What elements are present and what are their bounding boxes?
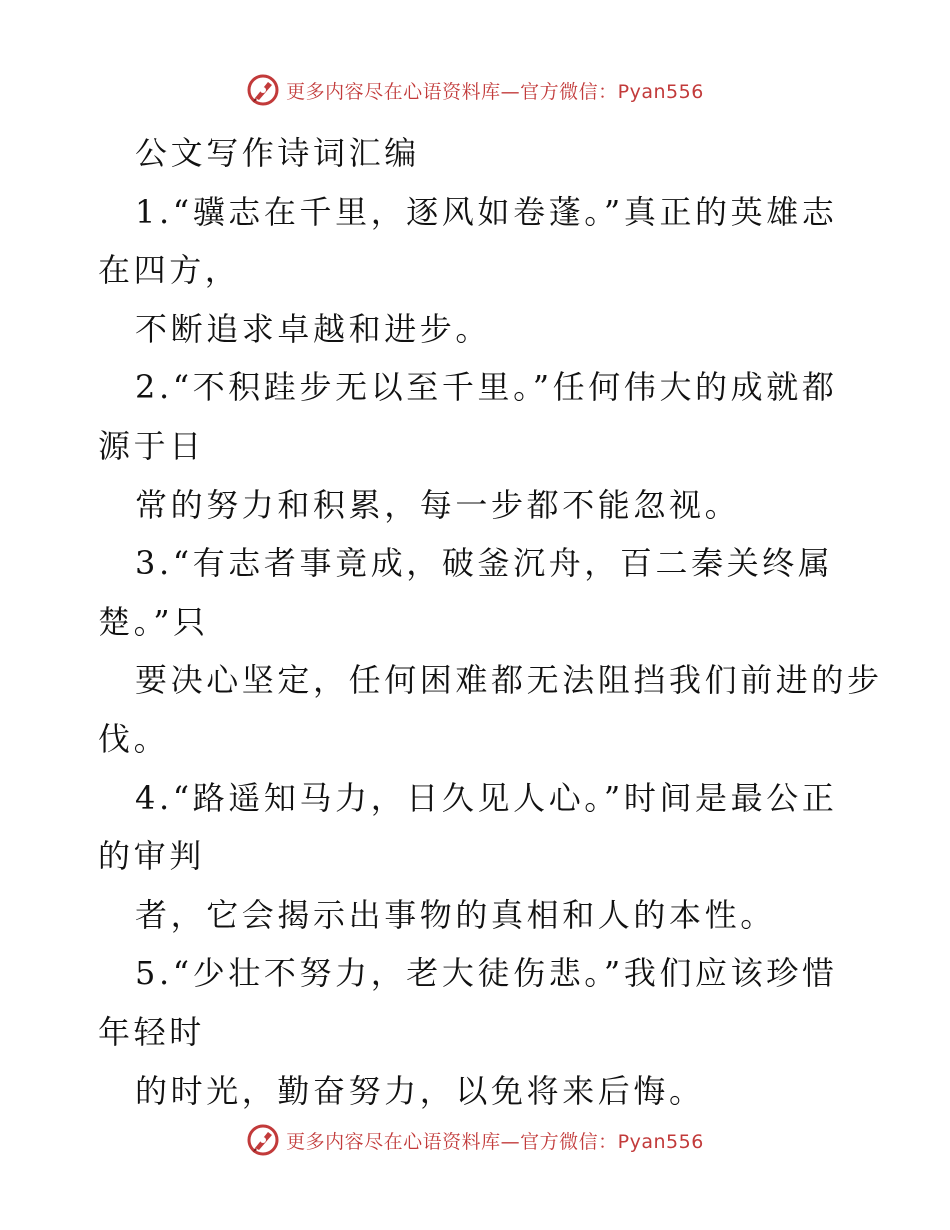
document-title: 公文写作诗词汇编 <box>135 134 420 172</box>
document-line: 2.“不积跬步无以至千里。”任何伟大的成就都 <box>135 368 838 407</box>
document-line: 的时光，勤奋努力，以免将来后悔。 <box>135 1071 705 1110</box>
document-line: 4.“路遥知马力，日久见人心。”时间是最公正 <box>135 778 838 817</box>
document-line: 的审判 <box>98 837 205 876</box>
quill-pen-logo-icon <box>246 73 280 107</box>
footer-banner-text: 更多内容尽在心语资料库—官方微信：Pyan556 <box>286 1130 704 1153</box>
header-banner <box>0 70 950 110</box>
document-line: 在四方， <box>98 251 241 290</box>
document-line: 3.“有志者事竟成，破釜沉舟，百二秦关终属 <box>135 544 834 583</box>
document-line: 楚。”只 <box>98 602 209 641</box>
document-line: 源于日 <box>98 426 205 465</box>
document-line: 者，它会揭示出事物的真相和人的本性。 <box>135 895 776 934</box>
document-body <box>98 124 883 1120</box>
document-line: 常的努力和积累，每一步都不能忽视。 <box>135 485 741 524</box>
header-banner-text: 更多内容尽在心语资料库—官方微信：Pyan556 <box>286 80 704 103</box>
document-line: 1.“骥志在千里，逐风如卷蓬。”真正的英雄志 <box>135 192 838 231</box>
document-line: 要决心坚定，任何困难都无法阻挡我们前进的步 <box>135 661 883 700</box>
document-line: 年轻时 <box>98 1012 205 1051</box>
footer-banner <box>0 1120 950 1160</box>
document-line: 伐。 <box>98 719 170 758</box>
quill-pen-logo-icon <box>246 1123 280 1157</box>
document-line: 不断追求卓越和进步。 <box>135 309 492 348</box>
document-line: 5.“少壮不努力，老大徒伤悲。”我们应该珍惜 <box>135 954 838 993</box>
